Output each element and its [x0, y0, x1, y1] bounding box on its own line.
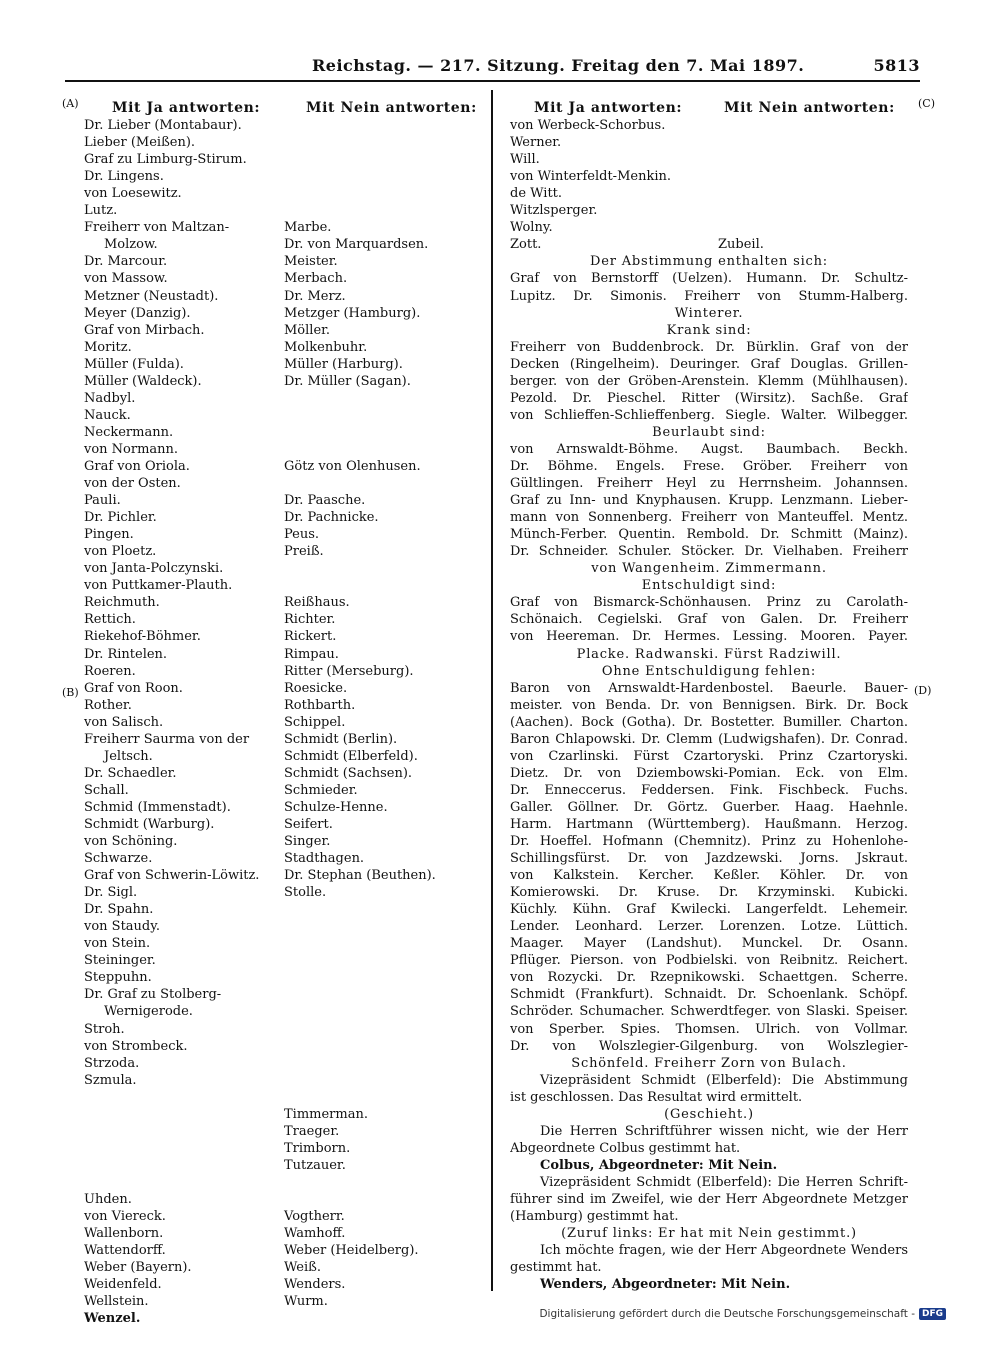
ja-member-name: Dr. Lingens.: [84, 169, 164, 185]
ja-member-name: Weber (Bayern).: [84, 1260, 192, 1276]
right-column: [510, 100, 908, 1293]
vote-row: [84, 185, 484, 202]
vote-row: [84, 628, 484, 645]
ja-member-name: Müller (Fulda).: [84, 356, 184, 372]
ja-member-name: Freiherr Saurma von der: [84, 731, 250, 747]
ja-member-name: Roeren.: [84, 663, 136, 679]
nein-member-name: Schmidt (Elberfeld).: [284, 748, 418, 764]
section-line: Komierowski. Dr. Kruse. Dr. Krzyminski. Kubicki.: [510, 885, 908, 901]
vote-row: [84, 816, 484, 833]
section-line: Dr. von Wolszlegier-Gilgenburg. von Wolszlegier-: [510, 1038, 908, 1054]
nein-member-name: Zubeil.: [718, 237, 764, 253]
section-last-line: Placke. Radwanski. Fürst Radziwill.: [576, 646, 842, 662]
vote-row: [84, 202, 484, 219]
ja-member-name: von Puttkamer-Plauth.: [84, 578, 233, 594]
section-line: (Aachen). Bock (Gotha). Dr. Bostetter. Bumiller. Charton.: [510, 714, 908, 730]
vote-row: [84, 475, 484, 492]
ja-member-name: Nadbyl.: [84, 390, 136, 406]
vote-row: [84, 1089, 484, 1106]
vote-row: [84, 458, 484, 475]
section-line: von Czarlinski. Fürst Czartoryski. Prinz Czartoryski.: [510, 748, 908, 764]
section-line: von Heereman. Dr. Hermes. Lessing. Mooren. Payer.: [510, 629, 908, 645]
ja-member-name: von Staudy.: [84, 919, 161, 935]
vote-row: [510, 202, 908, 219]
vote-row: [84, 1106, 484, 1123]
vote-row: [510, 236, 908, 253]
vote-row: [84, 918, 484, 935]
margin-letter-b: (B): [62, 686, 79, 699]
nein-member-name: Metzger (Hamburg).: [284, 305, 421, 321]
ja-member-name: Graf von Oriola.: [84, 458, 190, 474]
vote-row: [84, 935, 484, 952]
section-line: von Schlieffen-Schlieffenberg. Siegle. Walter. Wilbegger.: [510, 407, 908, 423]
ja-member-name: Stroh.: [84, 1021, 125, 1037]
nein-member-name: Merbach.: [284, 271, 348, 287]
vote-row: [510, 134, 908, 151]
vote-row: [84, 117, 484, 134]
vote-row: [84, 697, 484, 714]
section-line: Graf zu Inn- und Knyphausen. Krupp. Lenzmann. Lieber-: [510, 493, 908, 509]
vote-row: [510, 151, 908, 168]
vote-row: [84, 1293, 484, 1310]
vote-row: [84, 1174, 484, 1191]
ja-member-name: Graf von Schwerin-Löwitz.: [84, 868, 260, 884]
vote-row: [84, 236, 484, 253]
nein-member-name: Wenders.: [284, 1277, 346, 1293]
ja-member-name: Rettich.: [84, 612, 136, 628]
section-line: meister. von Benda. Dr. von Bennigsen. Birk. Dr. Bock: [510, 697, 908, 713]
vote-row: [84, 407, 484, 424]
section-line: Dr. Hoeffel. Hofmann (Chemnitz). Prinz zu Hohenlohe-: [510, 834, 908, 850]
vote-row: [84, 748, 484, 765]
right-column-headings: [510, 100, 908, 117]
vote-row: [84, 1208, 484, 1225]
nein-member-name: Preiß.: [284, 544, 324, 560]
nein-member-name: Marbe.: [284, 220, 332, 236]
ja-member-name: Neckermann.: [84, 424, 174, 440]
ja-member-name: von Strombeck.: [84, 1038, 188, 1054]
section-last-line: Schönfeld. Freiherr Zorn von Bulach.: [571, 1055, 847, 1071]
ja-member-name: Nauck.: [84, 407, 131, 423]
vote-row: [84, 253, 484, 270]
section-line: von Rozycki. Dr. Rzepnikowski. Schaettgen. Scherre.: [510, 970, 908, 986]
vote-row: [84, 1140, 484, 1157]
ja-member-name: von Werbeck-Schorbus.: [510, 118, 666, 134]
ja-member-name: Dr. Marcour.: [84, 254, 168, 270]
nein-member-name: Weiß.: [284, 1260, 321, 1276]
vote-row: [84, 867, 484, 884]
ja-member-name: Wellstein.: [84, 1294, 149, 1310]
ja-member-name: Dr. Spahn.: [84, 902, 154, 918]
section-line: Dr. Enneccerus. Feddersen. Fink. Fischbeck. Fuchs.: [510, 782, 908, 798]
vote-row: [84, 611, 484, 628]
nein-member-name: Wurm.: [284, 1294, 328, 1310]
nein-member-name: Rimpau.: [284, 646, 339, 662]
vote-row: [510, 185, 908, 202]
ja-member-name: Müller (Waldeck).: [84, 373, 202, 389]
vote-row: [84, 901, 484, 918]
ja-member-name: von Schöning.: [84, 834, 178, 850]
ja-member-name: Riekehof-Böhmer.: [84, 629, 201, 645]
ja-member-name: Pauli.: [84, 493, 121, 509]
page-number: 5813: [873, 56, 920, 75]
closing-paragraph: Vizepräsident Schmidt (Elberfeld): Die Abstimmung: [540, 1072, 908, 1088]
closing-paragraph-cont: Abgeordnete Colbus gestimmt hat.: [510, 1140, 741, 1156]
vote-row: [84, 356, 484, 373]
section-line: mann von Sonnenberg. Freiherr von Manteuffel. Mentz.: [510, 510, 908, 526]
ja-member-name: von der Osten.: [84, 476, 181, 492]
vote-row: [84, 1038, 484, 1055]
nein-member-name: Meister.: [284, 254, 338, 270]
ja-member-name: von Janta-Polczynski.: [84, 561, 224, 577]
nein-member-name: Schmidt (Sachsen).: [284, 765, 413, 781]
ja-member-name: von Stein.: [84, 936, 151, 952]
section-line: Gültlingen. Freiherr Heyl zu Herrnsheim. Johannsen.: [510, 476, 908, 492]
ja-member-name: Will.: [510, 152, 540, 168]
left-column: [84, 100, 484, 1327]
section-line: Schmidt (Frankfurt). Schnaidt. Dr. Schoenlank. Schöpf.: [510, 987, 908, 1003]
nein-member-name: Vogtherr.: [284, 1209, 345, 1225]
section-line: Galler. Göllner. Dr. Görtz. Guerber. Haag. Haehnle.: [510, 799, 908, 815]
ja-heading: Mit Ja antworten:: [112, 100, 261, 116]
nein-member-name: Schmidt (Berlin).: [284, 731, 398, 747]
section-last-line: von Wangenheim. Zimmermann.: [591, 561, 827, 577]
vote-row: [84, 884, 484, 901]
ja-member-name: Moritz.: [84, 339, 132, 355]
section-line: Baron Chlapowski. Dr. Clemm (Ludwigshafen). Dr. Conrad.: [510, 731, 908, 747]
nein-member-name: Schmieder.: [284, 782, 358, 798]
vote-row: [84, 373, 484, 390]
nein-member-name: Dr. Müller (Sagan).: [284, 373, 411, 389]
vote-row: [84, 782, 484, 799]
ja-member-name: Wernigerode.: [104, 1004, 193, 1020]
ja-member-name: Dr. Schaedler.: [84, 765, 177, 781]
vote-row: [510, 117, 908, 134]
speaker-statement: Wenders, Abgeordneter: Mit Nein.: [540, 1277, 791, 1293]
nein-member-name: Singer.: [284, 834, 331, 850]
ja-member-name: Lieber (Meißen).: [84, 135, 196, 151]
column-divider: [491, 90, 493, 1291]
nein-member-name: Schulze-Henne.: [284, 799, 388, 815]
vote-row: [84, 646, 484, 663]
speaker-statement: Colbus, Abgeordneter: Mit Nein.: [540, 1157, 778, 1173]
absence-sections: [510, 253, 908, 1071]
vote-row: [84, 1003, 484, 1020]
section-line: Schröder. Schumacher. Schwerdtfeger. von Slaski. Speiser.: [510, 1004, 908, 1020]
vote-row: [84, 1072, 484, 1089]
vote-row: [84, 168, 484, 185]
vote-row: [84, 219, 484, 236]
ja-member-name: Szmula.: [84, 1072, 137, 1088]
margin-letter-c: (C): [918, 97, 935, 110]
nein-member-name: Trimborn.: [284, 1140, 351, 1156]
vote-row: [84, 1123, 484, 1140]
closing-paragraph: Die Herren Schriftführer wissen nicht, wie der Herr: [540, 1123, 908, 1139]
ja-member-name: von Salisch.: [84, 714, 164, 730]
ja-member-name: Rother.: [84, 697, 132, 713]
ja-member-name: Zott.: [510, 237, 542, 253]
ja-member-name: Graf von Roon.: [84, 680, 183, 696]
section-heading: Beurlaubt sind:: [652, 424, 766, 440]
nein-member-name: Stadthagen.: [284, 851, 365, 867]
vote-row: [84, 1021, 484, 1038]
vote-row: [84, 492, 484, 509]
vote-row: [84, 560, 484, 577]
vote-row: [84, 731, 484, 748]
nein-member-name: Stolle.: [284, 885, 327, 901]
ja-member-name: Dr. Sigl.: [84, 885, 138, 901]
stage-direction: (Zuruf links: Er hat mit Nein gestimmt.): [561, 1226, 857, 1242]
section-line: Lender. Leonhard. Lerzer. Lorenzen. Lotze. Lüttich.: [510, 919, 908, 935]
ja-member-name: Metzner (Neustadt).: [84, 288, 219, 304]
right-vote-list: [510, 117, 908, 253]
ja-member-name: Meyer (Danzig).: [84, 305, 191, 321]
nein-member-name: Roesicke.: [284, 680, 348, 696]
margin-letter-d: (D): [914, 684, 932, 697]
margin-letter-a: (A): [62, 97, 79, 110]
digitization-footer: [539, 1308, 946, 1320]
vote-row: [84, 577, 484, 594]
vote-row: [84, 151, 484, 168]
vote-row: [84, 594, 484, 611]
section-line: Dietz. Dr. von Dziembowski-Pomian. Eck. von Elm.: [510, 765, 908, 781]
ja-member-name: Reichmuth.: [84, 595, 160, 611]
vote-row: [84, 969, 484, 986]
vote-row: [84, 441, 484, 458]
ja-member-name: von Massow.: [84, 271, 168, 287]
vote-row: [84, 714, 484, 731]
nein-member-name: Traeger.: [284, 1123, 340, 1139]
left-column-headings: [84, 100, 484, 117]
nein-member-name: Tutzauer.: [284, 1157, 346, 1173]
ja-heading: Mit Ja antworten:: [534, 100, 683, 116]
vote-row: [84, 680, 484, 697]
nein-member-name: Wamhoff.: [284, 1226, 346, 1242]
section-line: Decken (Ringelheim). Deuringer. Graf Douglas. Grillen-: [510, 356, 908, 372]
vote-row: [84, 986, 484, 1003]
vote-row: [84, 270, 484, 287]
section-line: Graf von Bernstorff (Uelzen). Humann. Dr. Schultz-: [510, 271, 908, 287]
nein-member-name: Rothbarth.: [284, 697, 356, 713]
ja-member-name: Schmid (Immenstadt).: [84, 799, 231, 815]
ja-member-name: Wolny.: [510, 220, 553, 236]
section-line: berger. von der Gröben-Arenstein. Klemm (Mühlhausen).: [510, 373, 908, 389]
nein-member-name: Schippel.: [284, 714, 346, 730]
ja-member-name: Freiherr von Maltzan-: [84, 220, 230, 236]
section-line: Graf von Bismarck-Schönhausen. Prinz zu Carolath-: [510, 595, 908, 611]
nein-member-name: Dr. Merz.: [284, 288, 346, 304]
closing-paragraph-cont: gestimmt hat.: [510, 1260, 602, 1276]
nein-member-name: Dr. Pachnicke.: [284, 510, 379, 526]
ja-member-name: Wattendorff.: [84, 1243, 166, 1259]
section-line: Küchly. Kühn. Graf Kwilecki. Langerfeldt. Lehemeir.: [510, 902, 908, 918]
section-line: Münch-Ferber. Quentin. Rembold. Dr. Schmitt (Mainz).: [510, 527, 908, 543]
vote-row: [84, 134, 484, 151]
nein-member-name: Seifert.: [284, 816, 333, 832]
section-line: Pezold. Dr. Pieschel. Ritter (Wirsitz). Sachße. Graf: [510, 390, 908, 406]
nein-member-name: Richter.: [284, 612, 336, 628]
section-line: Dr. Schneider. Schuler. Stöcker. Dr. Vielhaben. Freiherr: [510, 544, 908, 560]
ja-member-name: Schall.: [84, 782, 129, 798]
section-line: Lupitz. Dr. Simonis. Freiherr von Stumm-Halberg.: [510, 288, 908, 304]
ja-member-name: Wallenborn.: [84, 1226, 164, 1242]
vote-row: [84, 850, 484, 867]
section-line: Schillingsfürst. Dr. von Jazdzewski. Jorns. Jskraut.: [510, 851, 908, 867]
nein-member-name: Rickert.: [284, 629, 337, 645]
vote-row: [510, 168, 908, 185]
nein-member-name: Weber (Heidelberg).: [284, 1243, 419, 1259]
header-rule: [65, 80, 920, 82]
vote-row: [84, 1055, 484, 1072]
nein-member-name: Molkenbuhr.: [284, 339, 368, 355]
vote-row: [84, 1157, 484, 1174]
ja-member-name: von Loesewitz.: [84, 186, 182, 202]
vote-row: [84, 952, 484, 969]
nein-heading: Mit Nein antworten:: [724, 100, 895, 116]
closing-paragraph: Ich möchte fragen, wie der Herr Abgeordnete Wenders: [540, 1243, 908, 1259]
section-line: Dr. Böhme. Engels. Frese. Gröber. Freiherr von: [510, 458, 908, 474]
ja-member-name: Wenzel.: [84, 1311, 141, 1327]
vote-row: [84, 543, 484, 560]
section-line: von Arnswaldt-Böhme. Augst. Baumbach. Beckh.: [510, 441, 908, 457]
nein-member-name: Reißhaus.: [284, 595, 350, 611]
closing-paragraph-cont: führer sind im Zweifel, wie der Herr Abgeordnete Metzger: [510, 1192, 908, 1207]
vote-row: [84, 526, 484, 543]
nein-member-name: Peus.: [284, 527, 320, 543]
ja-member-name: Steppuhn.: [84, 970, 152, 986]
vote-row: [84, 339, 484, 356]
ja-member-name: Witzlsperger.: [510, 203, 598, 219]
ja-member-name: Dr. Lieber (Montabaur).: [84, 118, 242, 134]
ja-member-name: von Viereck.: [84, 1209, 166, 1225]
ja-member-name: Jeltsch.: [104, 748, 153, 764]
nein-member-name: Dr. Paasche.: [284, 493, 366, 509]
ja-member-name: Graf zu Limburg-Stirum.: [84, 152, 247, 168]
section-line: von Sperber. Spies. Thomsen. Ulrich. von Vollmar.: [510, 1021, 908, 1037]
nein-member-name: Ritter (Merseburg).: [284, 663, 414, 679]
ja-member-name: de Witt.: [510, 186, 563, 202]
footer-text: Digitalisierung gefördert durch die Deutsche Forschungsgemeinschaft -: [539, 1308, 915, 1320]
ja-member-name: von Normann.: [84, 441, 179, 457]
nein-member-name: Timmerman.: [284, 1106, 368, 1122]
section-heading: Der Abstimmung enthalten sich:: [590, 254, 828, 270]
vote-row: [84, 288, 484, 305]
section-line: Harm. Hartmann (Württemberg). Haußmann. Herzog.: [510, 816, 908, 832]
left-vote-list: [84, 117, 484, 1327]
vote-row: [84, 833, 484, 850]
nein-heading: Mit Nein antworten:: [306, 100, 477, 116]
vote-row: [84, 424, 484, 441]
ja-member-name: Dr. Graf zu Stolberg-: [84, 987, 222, 1003]
ja-member-name: Lutz.: [84, 203, 118, 219]
ja-member-name: Graf von Mirbach.: [84, 322, 205, 338]
section-line: Freiherr von Buddenbrock. Dr. Bürklin. Graf von der: [510, 339, 908, 355]
vote-row: [84, 663, 484, 680]
ja-member-name: Uhden.: [84, 1192, 132, 1207]
nein-member-name: Dr. Stephan (Beuthen).: [284, 868, 436, 884]
closing-paragraph-cont: ist geschlossen. Das Resultat wird ermittelt.: [510, 1089, 803, 1105]
section-line: Pflüger. Pierson. von Podbielski. von Reibnitz. Reichert.: [510, 953, 908, 969]
ja-member-name: Steininger.: [84, 953, 156, 969]
ja-member-name: Strzoda.: [84, 1055, 140, 1071]
nein-member-name: Möller.: [284, 322, 331, 338]
section-heading: Krank sind:: [666, 322, 752, 338]
vote-row: [84, 799, 484, 816]
vote-row: [84, 390, 484, 407]
header-title: Reichstag. — 217. Sitzung. Freitag den 7. Mai 1897.: [312, 56, 805, 75]
vote-row: [510, 219, 908, 236]
closing-paragraph-cont: (Hamburg) gestimmt hat.: [510, 1209, 679, 1225]
nein-member-name: Götz von Olenhusen.: [284, 458, 421, 474]
vote-row: [84, 1191, 484, 1208]
vote-row: [84, 1242, 484, 1259]
nein-member-name: Müller (Harburg).: [284, 356, 403, 372]
ja-member-name: Schwarze.: [84, 851, 153, 867]
vote-row: [84, 1310, 484, 1327]
section-line: Schönaich. Cegielski. Graf von Galen. Dr. Freiherr: [510, 612, 908, 628]
section-line: Maager. Mayer (Landshut). Munckel. Dr. Osann.: [510, 936, 908, 952]
section-line: Baron von Arnswaldt-Hardenbostel. Baeurle. Bauer-: [510, 680, 908, 696]
section-heading: Entschuldigt sind:: [641, 578, 777, 594]
ja-member-name: Weidenfeld.: [84, 1277, 162, 1293]
ja-member-name: Dr. Rintelen.: [84, 646, 168, 662]
vote-row: [84, 1276, 484, 1293]
vote-row: [84, 509, 484, 526]
ja-member-name: von Ploetz.: [84, 544, 157, 560]
dfg-logo-icon: DFG: [919, 1308, 946, 1320]
ja-member-name: Werner.: [510, 135, 562, 151]
stage-direction: (Geschieht.): [664, 1106, 754, 1122]
vote-row: [84, 1259, 484, 1276]
vote-row: [84, 1225, 484, 1242]
vote-row: [84, 322, 484, 339]
section-heading: Ohne Entschuldigung fehlen:: [601, 663, 817, 679]
section-line: von Kalkstein. Kercher. Keßler. Köhler. Dr. von: [510, 868, 908, 884]
running-header: [60, 56, 920, 78]
nein-member-name: Dr. von Marquardsen.: [284, 237, 429, 253]
closing-text: [510, 1072, 908, 1294]
ja-member-name: Schmidt (Warburg).: [84, 816, 215, 832]
section-last-line: Winterer.: [674, 305, 744, 321]
ja-member-name: von Winterfeldt-Menkin.: [510, 169, 671, 185]
vote-row: [84, 765, 484, 782]
ja-member-name: Pingen.: [84, 527, 134, 543]
ja-member-name: Molzow.: [104, 237, 158, 253]
ja-member-name: Dr. Pichler.: [84, 510, 157, 526]
vote-row: [84, 305, 484, 322]
closing-paragraph: Vizepräsident Schmidt (Elberfeld): Die Herren Schrift-: [540, 1174, 908, 1190]
